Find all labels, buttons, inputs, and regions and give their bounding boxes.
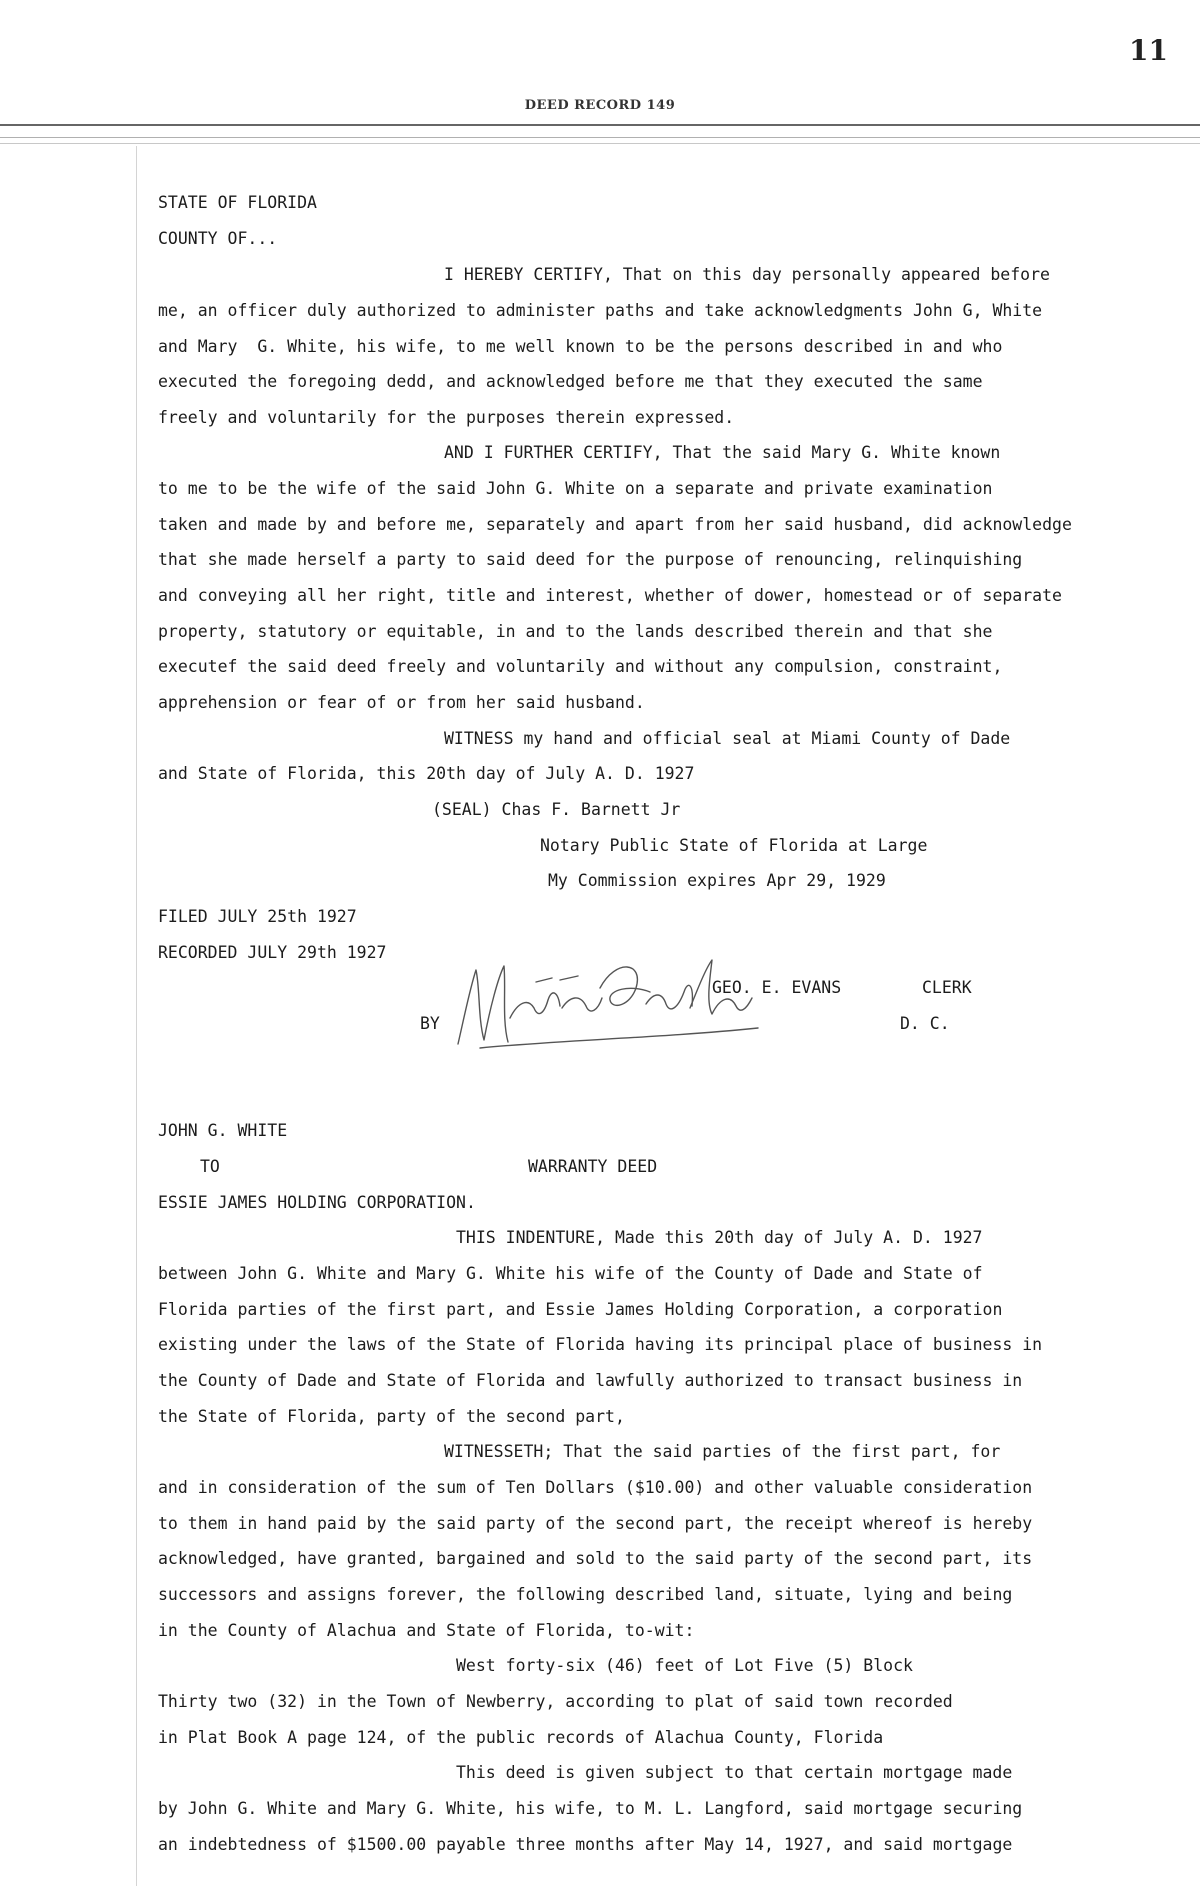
clerk-name: GEO. E. EVANS (712, 978, 842, 997)
text-line: COUNTY OF... (158, 229, 278, 248)
text-line: taken and made by and before me, separately and apart from her said husband, did acknowledge (158, 515, 1072, 534)
text-line: apprehension or fear of or from her said husband. (158, 693, 645, 712)
text-line: STATE OF FLORIDA (158, 193, 317, 212)
text-line: in Plat Book A page 124, of the public records of Alachua County, Florida (158, 1728, 884, 1747)
text-line: and conveying all her right, title and interest, whether of dower, homestead or of separate (158, 586, 1062, 605)
text-line: the County of Dade and State of Florida and lawfully authorized to transact business in (158, 1371, 1023, 1390)
text-line: WITNESS my hand and official seal at Miami County of Dade (444, 729, 1011, 748)
text-line: I HEREBY CERTIFY, That on this day personally appeared before (444, 265, 1050, 284)
recorded-date: RECORDED JULY 29th 1927 (158, 943, 387, 962)
deed-type: WARRANTY DEED (528, 1157, 658, 1176)
text-line: Notary Public State of Florida at Large (540, 836, 928, 855)
text-line: by John G. White and Mary G. White, his wife, to M. L. Langford, said mortgage securing (158, 1799, 1023, 1818)
grantee-name: ESSIE JAMES HOLDING CORPORATION. (158, 1193, 476, 1212)
text-line: to them in hand paid by the said party of the second part, the receipt whereof is hereby (158, 1514, 1033, 1533)
text-line: Thirty two (32) in the Town of Newberry, according to plat of said town recorded (158, 1692, 953, 1711)
text-line: between John G. White and Mary G. White his wife of the County of Dade and State of (158, 1264, 983, 1283)
text-line: This deed is given subject to that certain mortgage made (456, 1763, 1013, 1782)
text-line: me, an officer duly authorized to administer paths and take acknowledgments John G, White (158, 301, 1043, 320)
header-rule (0, 124, 1200, 126)
text-line: executed the foregoing dedd, and acknowledged before me that they executed the same (158, 372, 983, 391)
margin-line (136, 146, 137, 1886)
text-line: an indebtedness of $1500.00 payable three months after May 14, 1927, and said mortgage (158, 1835, 1013, 1854)
by-label: BY (420, 1014, 440, 1033)
text-line: property, statutory or equitable, in and to the lands described therein and that she (158, 622, 993, 641)
text-line: existing under the laws of the State of Florida having its principal place of business in (158, 1335, 1043, 1354)
text-line: and Mary G. White, his wife, to me well known to be the persons described in and who (158, 337, 1003, 356)
handwritten-signature (440, 948, 770, 1058)
record-header: DEED RECORD 149 (524, 98, 676, 113)
text-line: successors and assigns forever, the following described land, situate, lying and being (158, 1585, 1013, 1604)
text-line: to me to be the wife of the said John G. White on a separate and private examination (158, 479, 993, 498)
text-line: executef the said deed freely and voluntarily and without any compulsion, constraint, (158, 657, 1003, 676)
filed-date: FILED JULY 25th 1927 (158, 907, 357, 926)
notary-seal-line: (SEAL) Chas F. Barnett Jr (432, 800, 681, 819)
text-line: the State of Florida, party of the second part, (158, 1407, 625, 1426)
header-rule-thin (0, 137, 1200, 138)
text-line: WITNESSETH; That the said parties of the first part, for (444, 1442, 1001, 1461)
text-line: that she made herself a party to said deed for the purpose of renouncing, relinquishing (158, 550, 1023, 569)
text-line: acknowledged, have granted, bargained and sold to the said party of the second part, its (158, 1549, 1033, 1568)
text-line: and State of Florida, this 20th day of July A. D. 1927 (158, 764, 695, 783)
text-line: freely and voluntarily for the purposes therein expressed. (158, 408, 735, 427)
text-line: and in consideration of the sum of Ten Dollars ($10.00) and other valuable consideration (158, 1478, 1033, 1497)
text-line: THIS INDENTURE, Made this 20th day of July A. D. 1927 (456, 1228, 983, 1247)
page-number: 11 (1129, 34, 1168, 67)
text-line: AND I FURTHER CERTIFY, That the said Mary G. White known (444, 443, 1001, 462)
deputy-clerk-label: D. C. (900, 1014, 950, 1033)
header-rule-faint (0, 143, 1200, 144)
text-line: West forty-six (46) feet of Lot Five (5) Block (456, 1656, 913, 1675)
text-line: My Commission expires Apr 29, 1929 (548, 871, 886, 890)
to-label: TO (200, 1157, 220, 1176)
grantor-name: JOHN G. WHITE (158, 1121, 288, 1140)
text-line: in the County of Alachua and State of Florida, to-wit: (158, 1621, 695, 1640)
clerk-title: CLERK (922, 978, 972, 997)
text-line: Florida parties of the first part, and Essie James Holding Corporation, a corporation (158, 1300, 1003, 1319)
